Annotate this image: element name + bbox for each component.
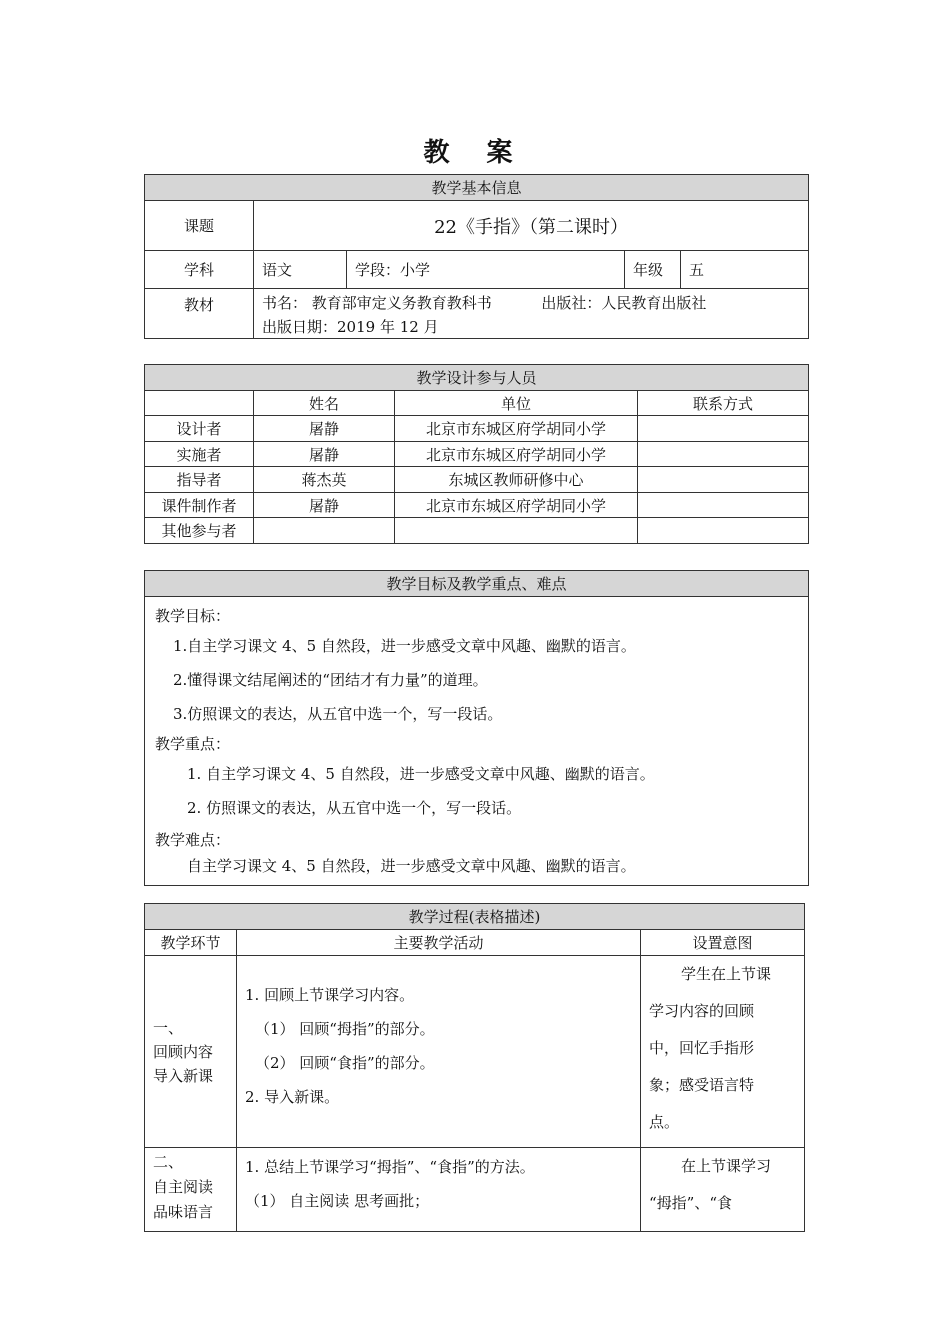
- staff-unit: 东城区教师研修中心: [395, 467, 638, 493]
- basic-info-table: [144, 174, 809, 339]
- intent-line: 在上节课学习: [681, 1157, 772, 1175]
- staff-contact: [638, 416, 809, 442]
- goal-item: 3.仿照课文的表达，从五官中选一个，写一段话。: [173, 705, 503, 723]
- table-row: [145, 1148, 805, 1232]
- goal-item: 2.懂得课文结尾阐述的“团结才有力量”的道理。: [173, 671, 488, 689]
- material-book: 书名： 教育部审定义务教育教科书: [262, 294, 492, 312]
- staff-col-role: [145, 391, 254, 416]
- stage-number: 二、: [153, 1153, 184, 1171]
- stage-title: 回顾内容: [153, 1043, 214, 1061]
- goal-label: 教学目标：: [155, 607, 231, 625]
- staff-unit: 北京市东城区府学胡同小学: [395, 442, 638, 467]
- staff-col-contact: 联系方式: [638, 391, 809, 416]
- grade-label: 年级: [625, 251, 681, 289]
- intent-line: “拇指”、“食: [649, 1194, 733, 1212]
- key-label: 教学重点：: [155, 735, 231, 753]
- activity-item: 1. 回顾上节课学习内容。: [245, 986, 415, 1004]
- activity-item: （2） 回顾“食指”的部分。: [255, 1054, 435, 1072]
- staff-name: 蒋杰英: [254, 467, 395, 493]
- staff-name: 屠静: [254, 442, 395, 467]
- stage-title: 品味语言: [153, 1203, 214, 1221]
- staff-name: 屠静: [254, 493, 395, 518]
- topic-value: 22《手指》（第二课时）: [254, 201, 809, 251]
- staff-contact: [638, 493, 809, 518]
- activity-item: （1） 回顾“拇指”的部分。: [255, 1020, 435, 1038]
- staff-col-unit: 单位: [395, 391, 638, 416]
- topic-label: 课题: [145, 201, 254, 251]
- staff-role: 指导者: [145, 467, 254, 493]
- basic-info-header: 教学基本信息: [145, 175, 809, 201]
- staff-role: 其他参与者: [145, 518, 254, 544]
- stage-title: 导入新课: [153, 1067, 214, 1085]
- subject-value: 语文: [254, 251, 347, 289]
- stage-value: 学段：小学: [347, 251, 625, 289]
- table-row: [145, 467, 809, 493]
- stage-title: 自主阅读: [153, 1178, 214, 1196]
- key-item: 1. 自主学习课文 4、5 自然段，进一步感受文章中风趣、幽默的语言。: [187, 765, 655, 783]
- key-item: 2. 仿照课文的表达，从五官中选一个，写一段话。: [187, 799, 522, 817]
- activity-item: （1） 自主阅读 思考画批；: [245, 1192, 430, 1210]
- material-publisher: 出版社：人民教育出版社: [541, 294, 707, 312]
- difficulty-text: 自主学习课文 4、5 自然段，进一步感受文章中风趣、幽默的语言。: [187, 857, 636, 875]
- activity-item: 2. 导入新课。: [245, 1088, 340, 1106]
- staff-unit: 北京市东城区府学胡同小学: [395, 493, 638, 518]
- table-row: [145, 956, 805, 1148]
- staff-unit: 北京市东城区府学胡同小学: [395, 416, 638, 442]
- goal-item: 1.自主学习课文 4、5 自然段，进一步感受文章中风趣、幽默的语言。: [173, 637, 636, 655]
- process-col-stage: 教学环节: [145, 930, 237, 956]
- process-col-activity: 主要教学活动: [237, 930, 641, 956]
- staff-name: [254, 518, 395, 544]
- intent-line: 中，回忆手指形: [649, 1039, 755, 1057]
- stage-number: 一、: [153, 1019, 184, 1037]
- document-title: 教 案: [423, 138, 527, 168]
- table-row: [145, 518, 809, 544]
- staff-role: 课件制作者: [145, 493, 254, 518]
- intent-line: 点。: [649, 1113, 680, 1131]
- goals-table: [144, 570, 809, 886]
- table-row: [145, 493, 809, 518]
- process-header: 教学过程(表格描述): [145, 904, 805, 930]
- staff-contact: [638, 518, 809, 544]
- intent-line: 学习内容的回顾: [649, 1002, 755, 1020]
- intent-line: 象；感受语言特: [649, 1076, 755, 1094]
- staff-role: 实施者: [145, 442, 254, 467]
- staff-table: [144, 364, 809, 544]
- goals-header: 教学目标及教学重点、难点: [145, 571, 809, 597]
- intent-line: 学生在上节课: [681, 965, 772, 983]
- activity-item: 1. 总结上节课学习“拇指”、“食指”的方法。: [245, 1158, 535, 1176]
- staff-contact: [638, 467, 809, 493]
- material-label: 教材: [145, 289, 254, 339]
- difficulty-label: 教学难点：: [155, 831, 231, 849]
- staff-header: 教学设计参与人员: [145, 365, 809, 391]
- staff-col-name: 姓名: [254, 391, 395, 416]
- staff-contact: [638, 442, 809, 467]
- material-pub-date: 出版日期：2019 年 12 月: [262, 318, 439, 336]
- table-row: [145, 416, 809, 442]
- table-row: [145, 442, 809, 467]
- staff-name: 屠静: [254, 416, 395, 442]
- process-table: [144, 903, 805, 1232]
- staff-unit: [395, 518, 638, 544]
- grade-value: 五: [681, 251, 809, 289]
- staff-role: 设计者: [145, 416, 254, 442]
- subject-label: 学科: [145, 251, 254, 289]
- process-col-intent: 设置意图: [641, 930, 805, 956]
